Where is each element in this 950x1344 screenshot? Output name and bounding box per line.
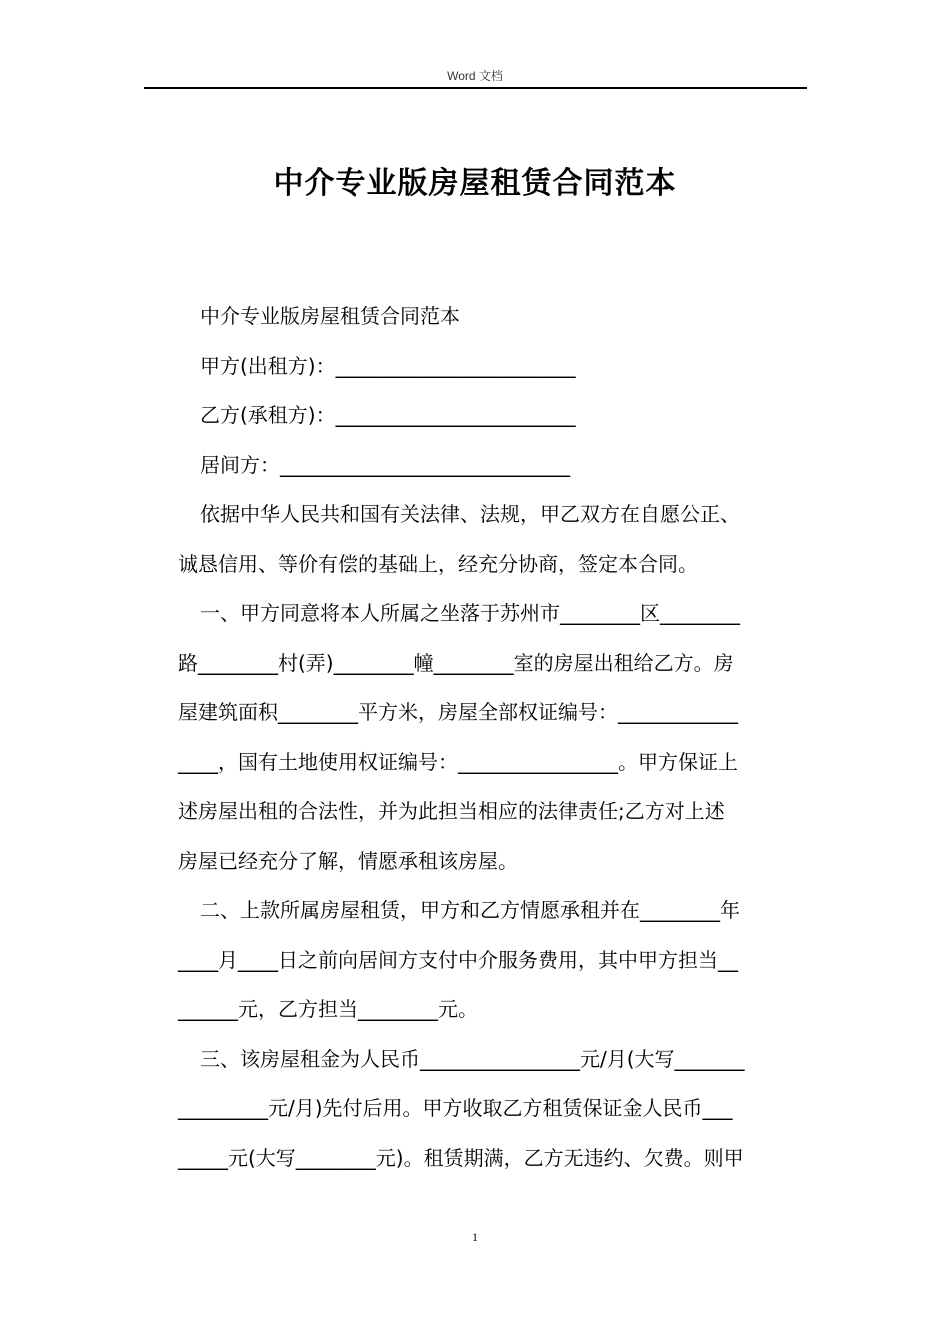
body-line: _________元/月)先付后用。甲方收取乙方租赁保证金人民币___: [178, 1096, 733, 1120]
body-line: ____，国有土地使用权证编号：________________。甲方保证上: [178, 749, 738, 774]
body-line: 乙方(承租方)：________________________: [200, 403, 576, 427]
page-header: Word 文档: [447, 69, 503, 83]
page-number: 1: [472, 1230, 478, 1244]
body-line: ______元，乙方担当________元。: [178, 997, 478, 1021]
body-line: 诚恳信用、等价有偿的基础上，经充分协商，签定本合同。: [178, 551, 698, 576]
body-line: ____月____日之前向居间方支付中介服务费用，其中甲方担当__: [178, 947, 738, 972]
body-line: 述房屋出租的合法性，并为此担当相应的法律责任;乙方对上述: [178, 799, 725, 823]
body-line: 甲方(出租方)：________________________: [200, 353, 576, 378]
body-line: 依据中华人民共和国有关法律、法规，甲乙双方在自愿公正、: [200, 502, 740, 526]
body-line: 路________村(弄)________幢________室的房屋出租给乙方。房: [178, 650, 734, 675]
body-line: 中介专业版房屋租赁合同范本: [200, 304, 460, 328]
header-divider: [144, 87, 807, 89]
body-line: 居间方：_____________________________: [200, 452, 570, 477]
body-line: 二、上款所属房屋租赁，甲方和乙方情愿承租并在________年: [200, 898, 740, 922]
body-line: 三、该房屋租金为人民币________________元/月(大写_______: [200, 1046, 745, 1071]
body-line: 一、甲方同意将本人所属之坐落于苏州市________区________: [200, 601, 740, 625]
body-line: 屋建筑面积________平方米，房屋全部权证编号：____________: [178, 700, 738, 724]
document-title: 中介专业版房屋租赁合同范本: [273, 166, 677, 201]
body-line: _____元(大写________元)。租赁期满，乙方无违约、欠费。则甲: [178, 1145, 744, 1170]
document-body: [178, 292, 802, 1183]
body-line: 房屋已经充分了解，情愿承租该房屋。: [178, 848, 518, 873]
